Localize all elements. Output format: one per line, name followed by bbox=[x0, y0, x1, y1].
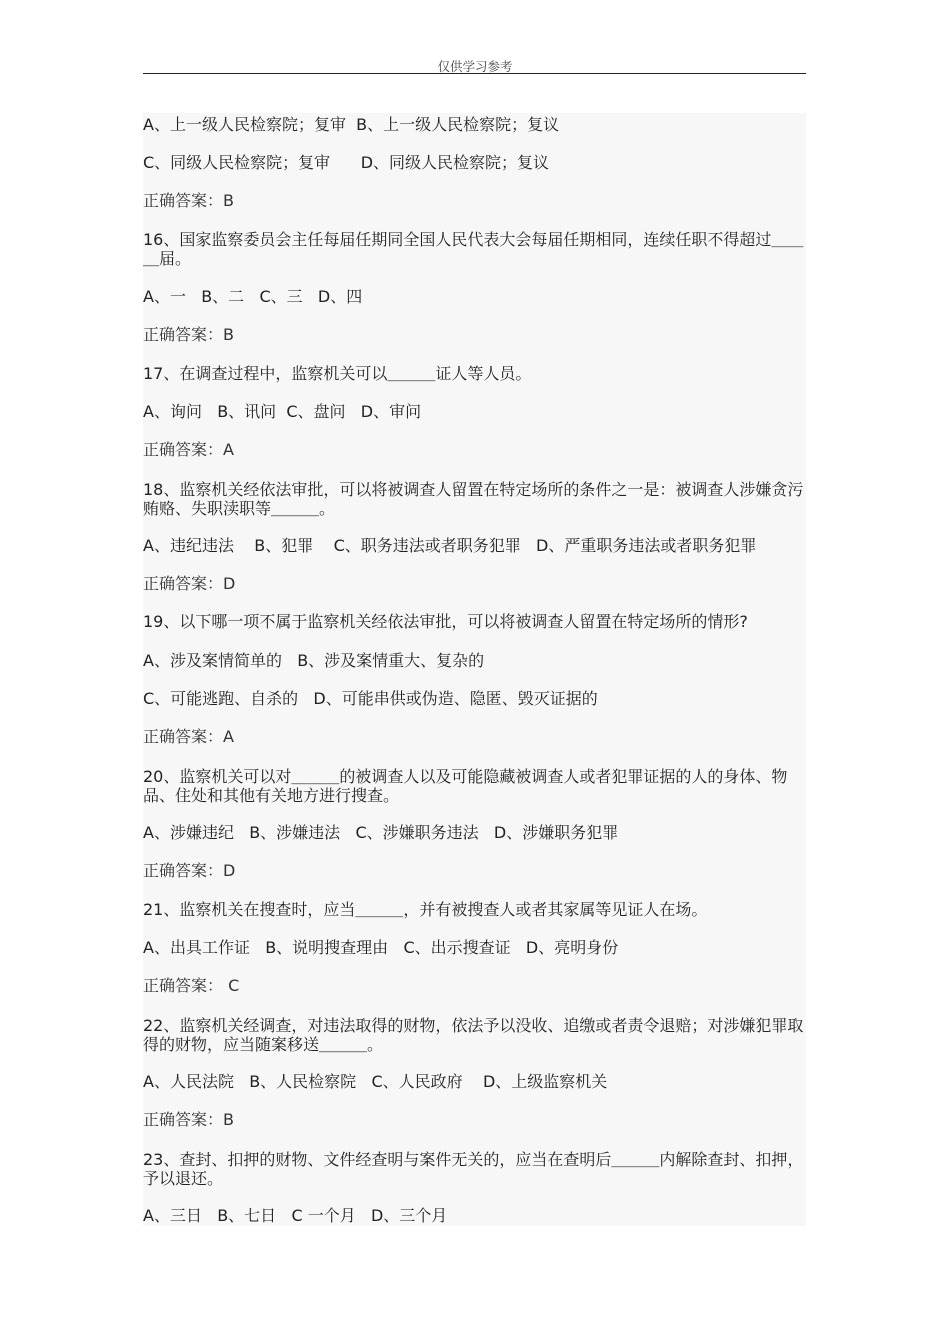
option-line: A、询问 B、讯问 C、盘问 D、审问 bbox=[143, 402, 422, 421]
answer-line: 正确答案：A bbox=[143, 727, 234, 746]
option-line: A、人民法院 B、人民检察院 C、人民政府 D、上级监察机关 bbox=[143, 1072, 608, 1091]
answer-line: 正确答案：B bbox=[143, 325, 234, 344]
option-line: A、上一级人民检察院；复审 B、上一级人民检察院；复议 bbox=[143, 115, 560, 134]
answer-line: 正确答案：D bbox=[143, 861, 236, 880]
question-line: 21、监察机关在搜查时，应当＿＿＿，并有被搜查人或者其家属等见证人在场。 bbox=[143, 900, 708, 919]
option-line: A、违纪违法 B、犯罪 C、职务违法或者职务犯罪 D、严重职务违法或者职务犯罪 bbox=[143, 536, 757, 555]
option-line: A、涉及案情简单的 B、涉及案情重大、复杂的 bbox=[143, 651, 485, 670]
question-line: 22、监察机关经调查，对违法取得的财物，依法予以没收、追缴或者责令退赔；对涉嫌犯罪取得的财物，应当随案移送＿＿＿。 bbox=[143, 1016, 804, 1054]
answer-line: 正确答案： C bbox=[143, 976, 240, 995]
answer-line: 正确答案：D bbox=[143, 574, 236, 593]
question-line: 17、在调查过程中，监察机关可以＿＿＿证人等人员。 bbox=[143, 364, 532, 383]
header-text: 仅供学习参考 bbox=[437, 59, 513, 74]
answer-line: 正确答案：B bbox=[143, 191, 234, 210]
option-line: A、三日 B、七日 C 一个月 D、三个月 bbox=[143, 1206, 448, 1225]
option-line: A、出具工作证 B、说明搜查理由 C、出示搜查证 D、亮明身份 bbox=[143, 938, 619, 957]
answer-line: 正确答案：B bbox=[143, 1110, 234, 1129]
option-line: C、同级人民检察院；复审 D、同级人民检察院；复议 bbox=[143, 153, 550, 172]
header-rule bbox=[143, 73, 806, 74]
question-line: 18、监察机关经依法审批，可以将被调查人留置在特定场所的条件之一是：被调查人涉嫌贪污贿赂、失职渎职等＿＿＿。 bbox=[143, 480, 804, 518]
question-line: 20、监察机关可以对＿＿＿的被调查人以及可能隐藏被调查人或者犯罪证据的人的身体、物品、住处和其他有关地方进行搜查。 bbox=[143, 767, 788, 805]
question-line: 23、查封、扣押的财物、文件经查明与案件无关的，应当在查明后＿＿＿内解除查封、扣押，予以退还。 bbox=[143, 1150, 804, 1188]
option-line: A、一 B、二 C、三 D、四 bbox=[143, 287, 363, 306]
option-line: A、涉嫌违纪 B、涉嫌违法 C、涉嫌职务违法 D、涉嫌职务犯罪 bbox=[143, 823, 619, 842]
question-line: 19、以下哪一项不属于监察机关经依法审批，可以将被调查人留置在特定场所的情形? bbox=[143, 612, 748, 631]
option-line: C、可能逃跑、自杀的 D、可能串供或伪造、隐匿、毁灭证据的 bbox=[143, 689, 598, 708]
answer-line: 正确答案：A bbox=[143, 440, 234, 459]
question-line: 16、国家监察委员会主任每届任期同全国人民代表大会每届任期相同，连续任职不得超过＿＿＿届。 bbox=[143, 230, 804, 268]
